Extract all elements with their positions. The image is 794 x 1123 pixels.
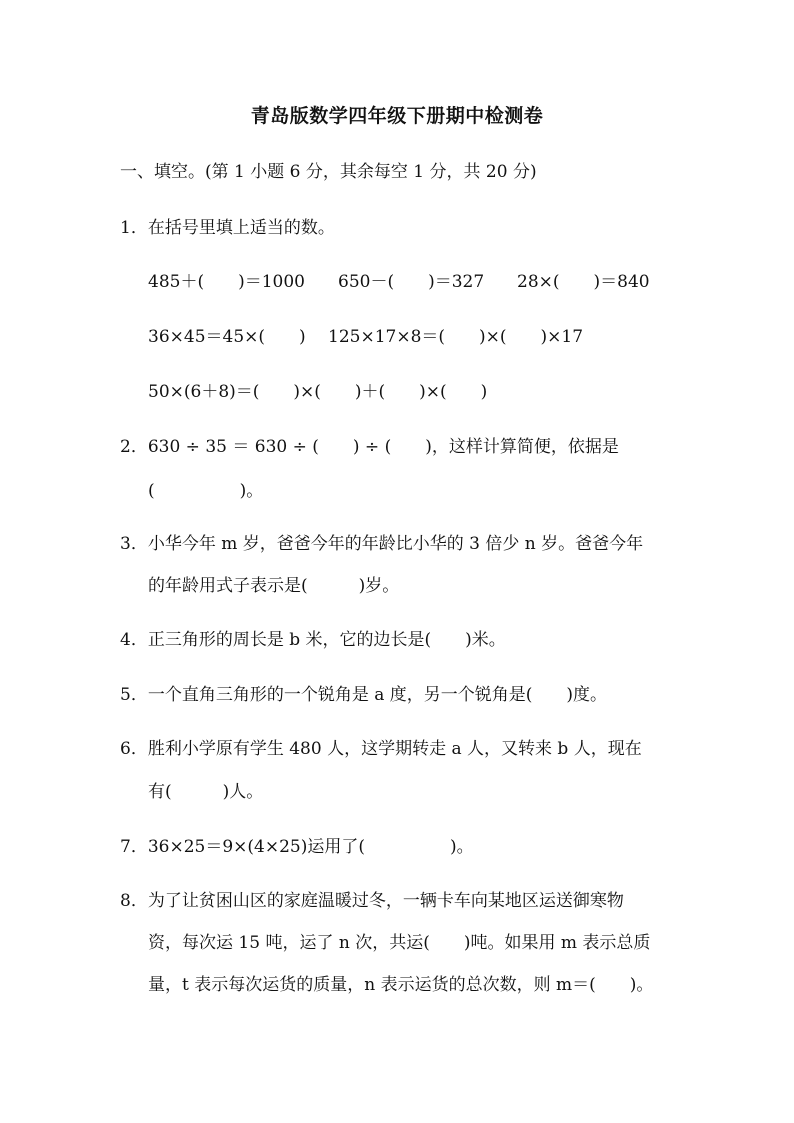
section-heading: 一、填空。(第 1 小题 6 分，其余每空 1 分，共 20 分): [120, 162, 537, 182]
question-2-line-2: ( )。: [148, 481, 264, 501]
question-8-line-2: 资，每次运 15 吨，运了 n 次，共运( )吨。如果用 m 表示总质: [148, 933, 651, 953]
q1-item-2: 650－( )＝327: [338, 272, 485, 292]
q1-item-3: 28×( )＝840: [517, 272, 650, 292]
q1-item-5: 125×17×8＝( )×( )×17: [328, 327, 584, 347]
question-2-line-1: 2．630 ÷ 35 ＝ 630 ÷ ( ) ÷ ( )，这样计算简便，依据是: [120, 437, 619, 457]
question-7: 7．36×25＝9×(4×25)运用了( )。: [120, 837, 474, 857]
question-3-line-2: 的年龄用式子表示是( )岁。: [148, 576, 400, 596]
question-5: 5．一个直角三角形的一个锐角是 a 度，另一个锐角是( )度。: [120, 685, 608, 705]
question-3-line-1: 3．小华今年 m 岁，爸爸今年的年龄比小华的 3 倍少 n 岁。爸爸今年: [120, 534, 644, 554]
question-6-line-2: 有( )人。: [148, 782, 264, 802]
question-4: 4．正三角形的周长是 b 米，它的边长是( )米。: [120, 630, 506, 650]
q1-item-1: 485＋( )＝1000: [148, 272, 305, 292]
question-6-line-1: 6．胜利小学原有学生 480 人，这学期转走 a 人，又转来 b 人，现在: [120, 739, 642, 759]
q1-item-4: 36×45＝45×( ): [148, 327, 306, 347]
question-8-line-3: 量，t 表示每次运货的质量，n 表示运货的总次数，则 m＝( )。: [148, 975, 654, 995]
question-1-stem: 1．在括号里填上适当的数。: [120, 218, 335, 238]
q1-item-6: 50×(6＋8)＝( )×( )＋( )×( ): [148, 382, 488, 402]
question-8-line-1: 8．为了让贫困山区的家庭温暖过冬，一辆卡车向某地区运送御寒物: [120, 891, 624, 911]
page-title: 青岛版数学四年级下册期中检测卷: [250, 105, 544, 127]
